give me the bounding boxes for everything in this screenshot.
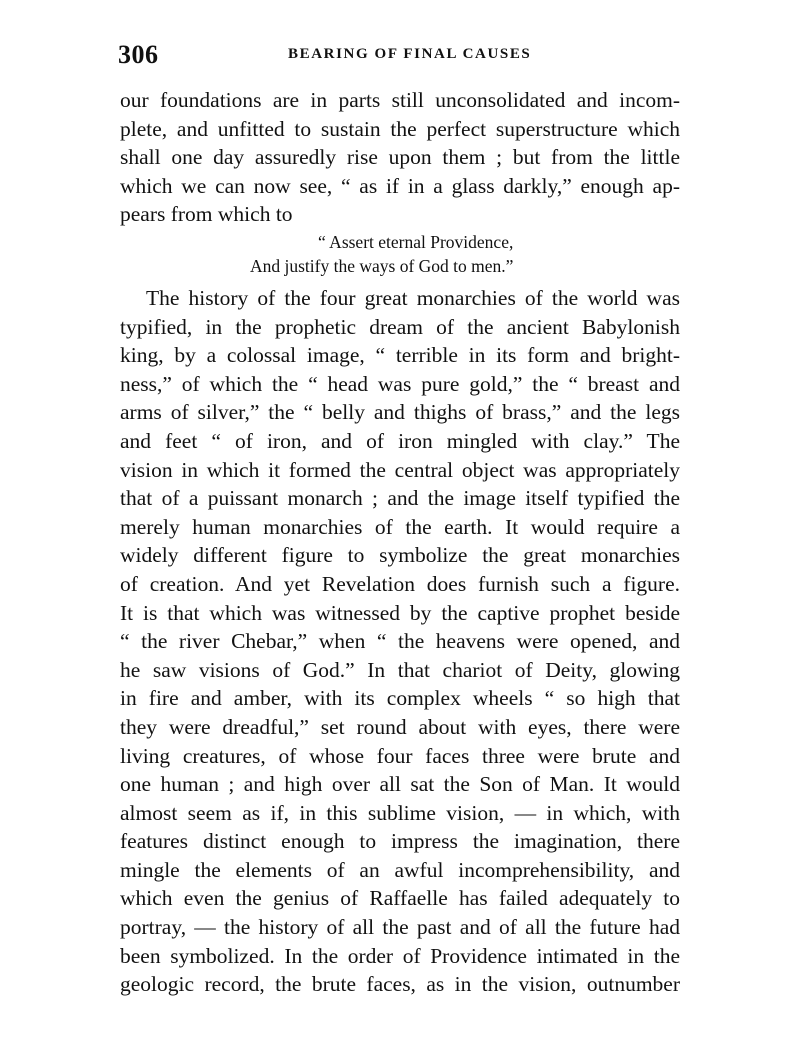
text-line: vision in which it formed the central object was appropriately	[120, 457, 680, 482]
text-line: which even the genius of Raffaelle has failed adequately to	[120, 886, 680, 911]
text-line: in fire and amber, with its complex wheels “ so high that	[120, 686, 680, 711]
text-line: shall one day assuredly rise upon them ; but from the little	[120, 145, 680, 170]
text-line: they were dreadful,” set round about with eyes, there were	[120, 714, 680, 739]
text-line: portray, — the history of all the past and of all the future had	[120, 915, 680, 940]
text-line: he saw visions of God.” In that chariot of Deity, glowing	[120, 657, 680, 682]
text-line: mingle the elements of an awful incomprehensibility, and	[120, 857, 680, 882]
quote-line: And justify the ways of God to men.”	[250, 256, 514, 276]
text-line: “ the river Chebar,” when “ the heavens were opened, and	[120, 629, 680, 654]
text-line: been symbolized. In the order of Providence intimated in the	[120, 943, 680, 968]
block-quote	[120, 230, 680, 278]
text-line: ness,” of which the “ head was pure gold,” the “ breast and	[120, 371, 680, 396]
text-line: one human ; and high over all sat the Son of Man. It would	[120, 772, 680, 797]
text-line: arms of silver,” the “ belly and thighs of brass,” and the legs	[120, 400, 680, 425]
text-line: widely different figure to symbolize the great monarchies	[120, 543, 680, 568]
paragraph-2	[120, 284, 680, 999]
text-line: of creation. And yet Revelation does furnish such a figure.	[120, 571, 680, 596]
paragraph-1	[120, 86, 680, 229]
text-line: pears from which to	[120, 202, 293, 227]
text-line: king, by a colossal image, “ terrible in its form and bright-	[120, 343, 680, 368]
text-line: plete, and unfitted to sustain the perfect superstructure which	[120, 116, 680, 141]
page-number: 306	[118, 40, 159, 69]
page-header	[118, 40, 683, 74]
running-head: BEARING OF FINAL CAUSES	[288, 46, 532, 62]
quote-line: “ Assert eternal Providence,	[318, 232, 514, 252]
text-line: geologic record, the brute faces, as in the vision, outnumber	[120, 972, 680, 997]
text-line: living creatures, of whose four faces three were brute and	[120, 743, 680, 768]
text-line: our foundations are in parts still unconsolidated and incom-	[120, 88, 680, 112]
text-line: The history of the four great monarchies of the world was	[146, 286, 680, 310]
text-line: which we can now see, “ as if in a glass darkly,” enough ap-	[120, 173, 680, 198]
text-line: that of a puissant monarch ; and the image itself typified the	[120, 486, 680, 511]
text-line: It is that which was witnessed by the captive prophet beside	[120, 600, 680, 625]
text-line: merely human monarchies of the earth. It would require a	[120, 514, 680, 539]
text-line: features distinct enough to impress the imagination, there	[120, 829, 680, 854]
text-line: almost seem as if, in this sublime vision, — in which, with	[120, 800, 680, 825]
text-line: typified, in the prophetic dream of the ancient Babylonish	[120, 314, 680, 339]
text-line: and feet “ of iron, and of iron mingled with clay.” The	[120, 428, 680, 453]
